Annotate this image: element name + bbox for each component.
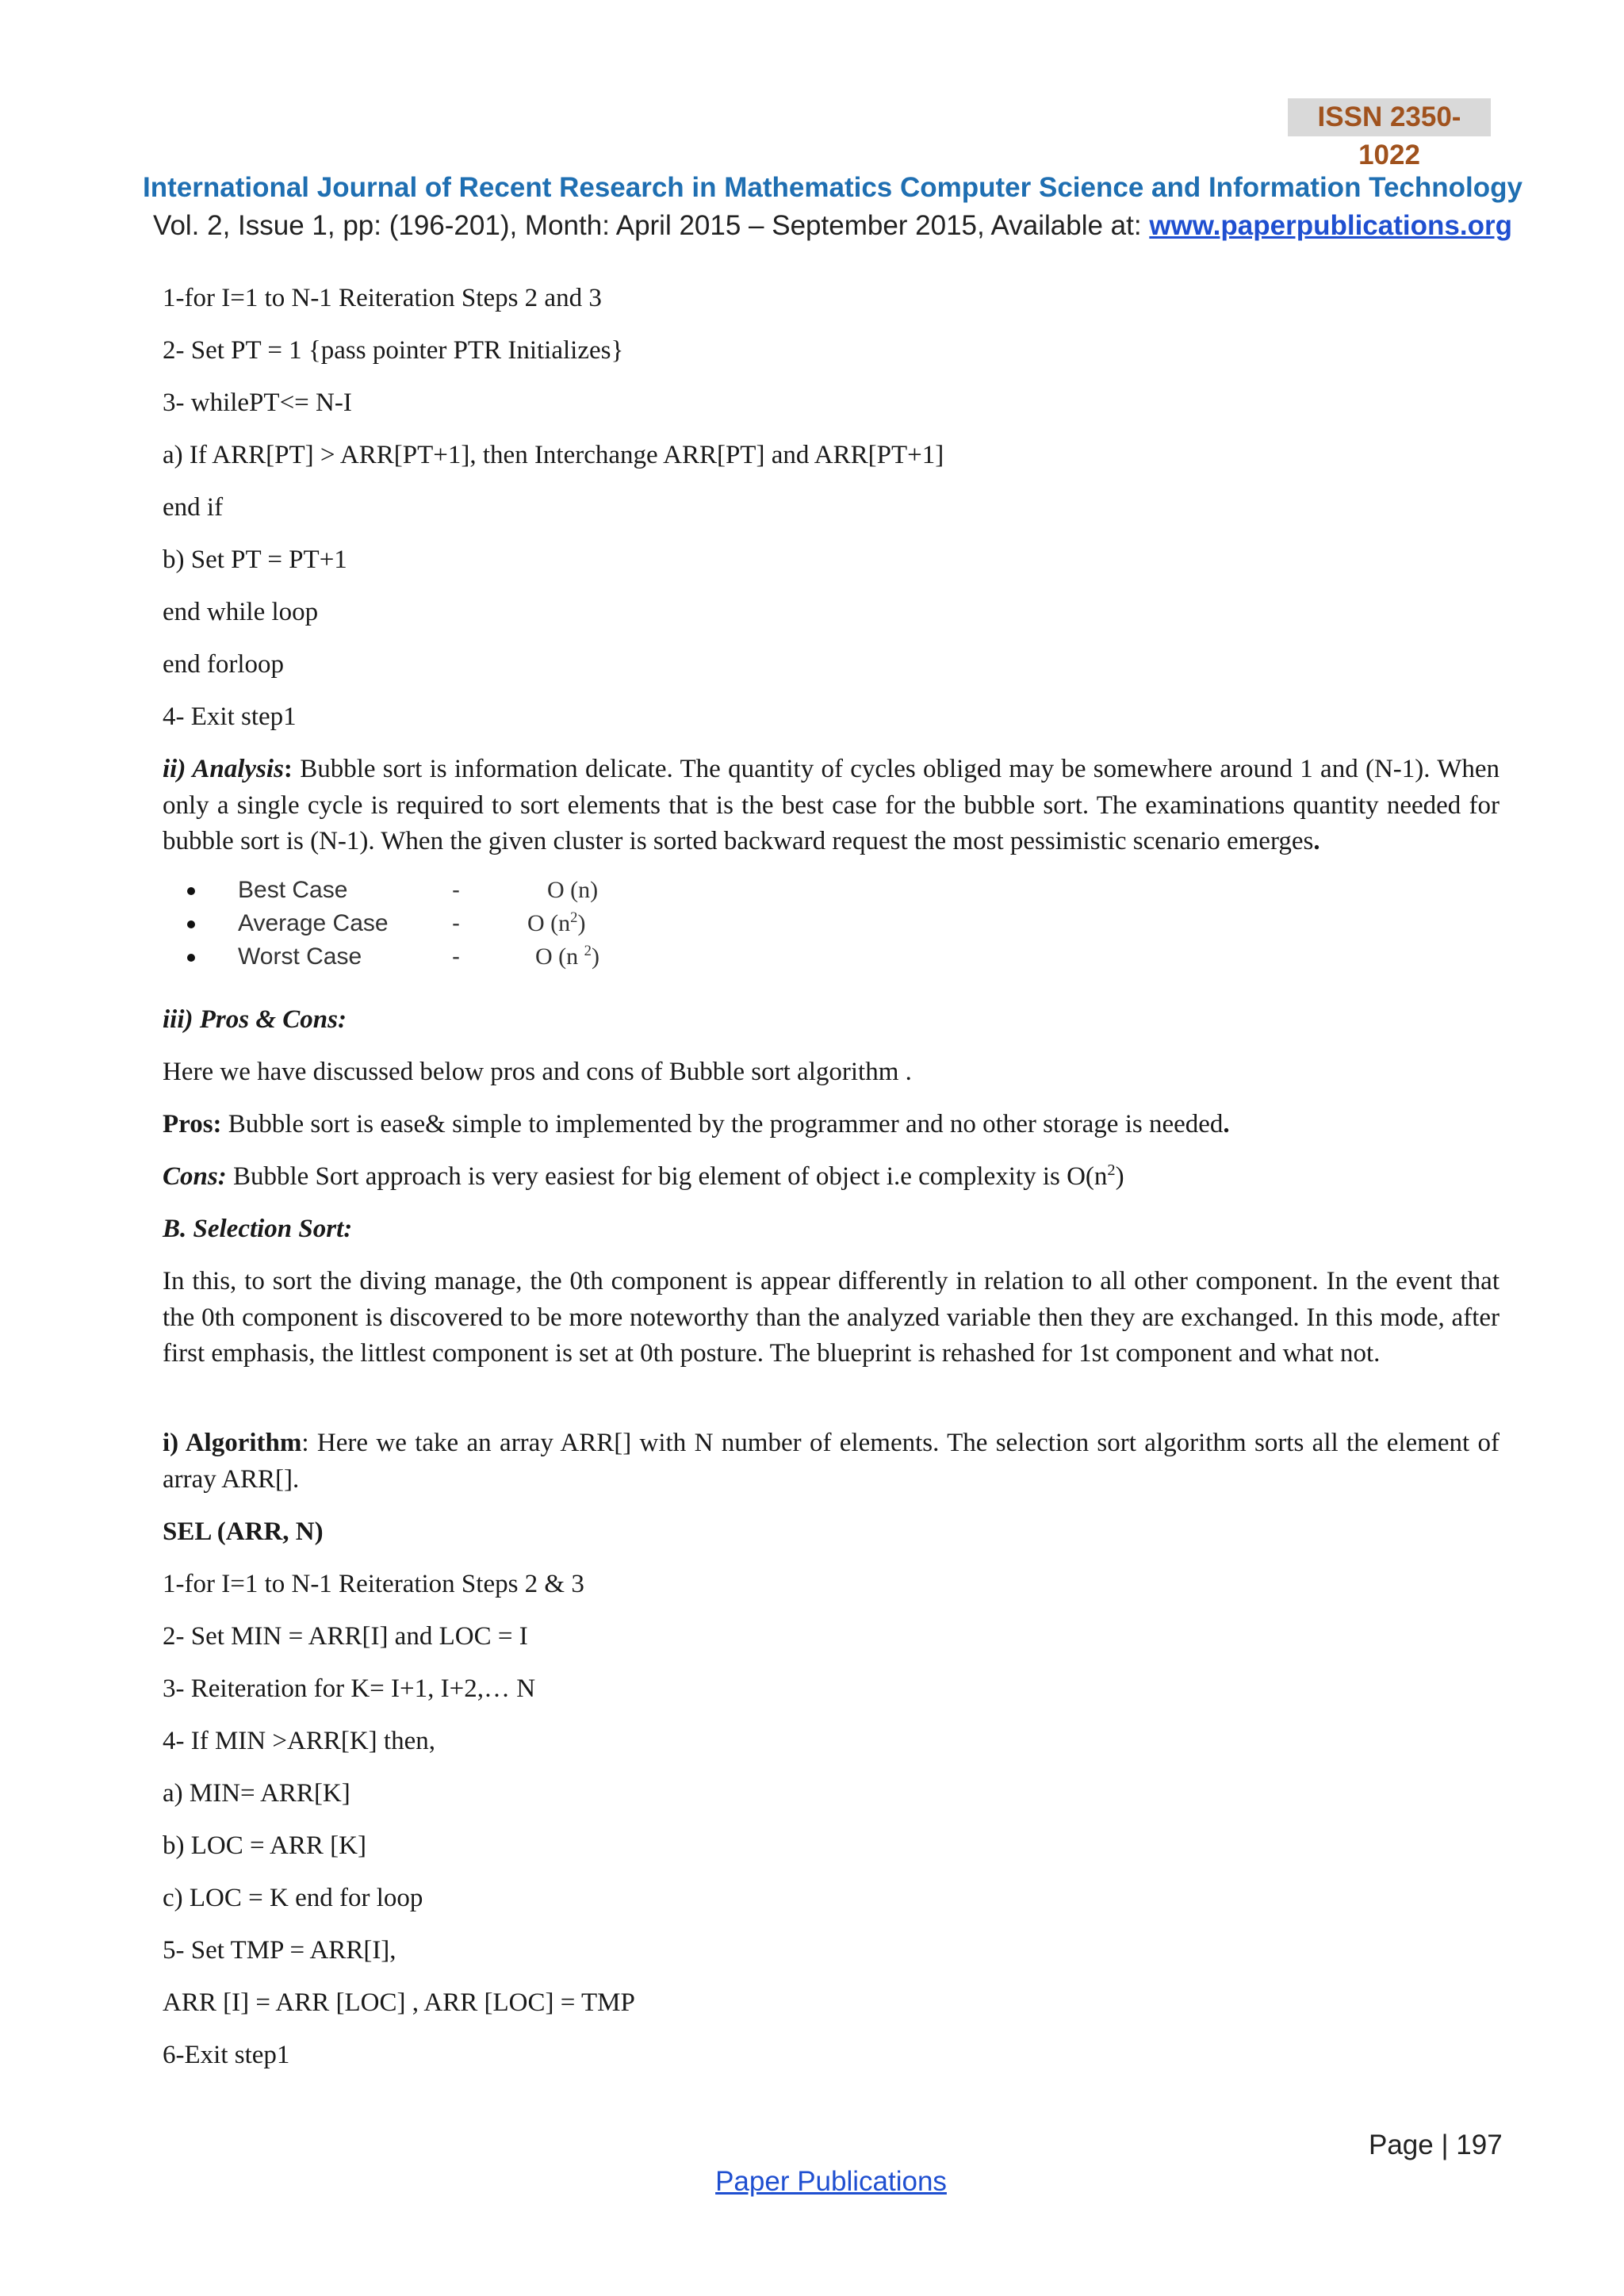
- bullet-icon: [187, 920, 195, 928]
- analysis-label: ii) Analysis: [163, 755, 284, 783]
- algo-line: 3- Reiteration for K= I+1, I+2,… N: [163, 1674, 536, 1703]
- analysis-paragraph: ii) Analysis: Bubble sort is information delicate. The quantity of cycles obliged may be somewhere around 1 and (N-1). When only a single cycle is required to sort elements that is the best case for the bubble sort. The examinations quantity needed for bubble sort is (N-1). When the given cluster is sorted backward request the most pessimistic scenario emerges.: [163, 755, 1500, 855]
- algo-line: 4- Exit step1: [163, 702, 297, 731]
- algo-line: 3- whilePT<= N-I: [163, 388, 352, 417]
- algo-line: 2- Set MIN = ARR[I] and LOC = I: [163, 1622, 528, 1651]
- complexity-list: [182, 874, 658, 974]
- algo-line: 1-for I=1 to N-1 Reiteration Steps 2 and 3: [163, 284, 602, 312]
- algo-line: b) Set PT = PT+1: [163, 545, 347, 574]
- algorithm-label: i) Algorithm: [163, 1429, 302, 1457]
- algo-line: 4- If MIN >ARR[K] then,: [163, 1727, 435, 1755]
- pros-line: Pros: Bubble sort is ease& simple to implemented by the programmer and no other storage is needed.: [163, 1110, 1230, 1138]
- algo-line: 5- Set TMP = ARR[I],: [163, 1936, 396, 1965]
- selection-intro-paragraph: In this, to sort the diving manage, the 0th component is appear differently in relation to all other component. In the event that the 0th component is discovered to be more noteworthy than the analyzed variable then they are exchanged. In this mode, after first emphasis, the littlest component is set at 0th posture. The blueprint is rehashed for 1st component and what not.: [163, 1267, 1500, 1368]
- sel-heading: SEL (ARR, N): [163, 1517, 324, 1546]
- journal-website-link[interactable]: www.paperpublications.org: [1149, 210, 1512, 241]
- list-item: Average Case - O $(n^2)$: [182, 907, 658, 940]
- selection-algorithm-paragraph: i) Algorithm: Here we take an array ARR[] with N number of elements. The selection sort algorithm sorts all the element of array ARR[].: [163, 1429, 1500, 1494]
- journal-title: International Journal of Recent Research in Mathematics Computer Science and Information Technology: [143, 172, 1522, 203]
- page-number: Page | 197: [1369, 2130, 1503, 2160]
- algo-line: a) MIN= ARR[K]: [163, 1779, 350, 1808]
- algo-line: end if: [163, 493, 224, 522]
- algo-line: ARR [I] = ARR [LOC] , ARR [LOC] = TMP: [163, 1988, 635, 2017]
- algo-line: b) LOC = ARR [K]: [163, 1831, 366, 1860]
- publisher-link[interactable]: Paper Publications: [715, 2166, 947, 2197]
- journal-meta-text: Vol. 2, Issue 1, pp: (196-201), Month: April 2015 – September 2015, Available at:: [153, 210, 1150, 241]
- pros-cons-intro: Here we have discussed below pros and cons of Bubble sort algorithm .: [163, 1058, 912, 1086]
- algo-line: end forloop: [163, 650, 285, 679]
- algo-line: c) LOC = K end for loop: [163, 1884, 423, 1912]
- selection-sort-heading: B. Selection Sort:: [163, 1215, 353, 1243]
- algo-line: 2- Set PT = 1 {pass pointer PTR Initializes}: [163, 336, 624, 365]
- journal-meta: [0, 208, 1624, 244]
- pros-cons-heading: iii) Pros & Cons:: [163, 1005, 347, 1034]
- algo-line: a) If ARR[PT] > ARR[PT+1], then Interchange ARR[PT] and ARR[PT+1]: [163, 441, 944, 469]
- bullet-icon: [187, 954, 195, 962]
- algo-line: end while loop: [163, 598, 319, 626]
- issn-badge: ISSN 2350-1022: [1288, 98, 1491, 136]
- list-item: Worst Case - O (n $^2$): [182, 940, 658, 974]
- bullet-icon: [187, 887, 195, 895]
- algo-line: 1-for I=1 to N-1 Reiteration Steps 2 & 3: [163, 1570, 584, 1598]
- algo-line: 6-Exit step1: [163, 2041, 290, 2069]
- cons-line: Cons: Bubble Sort approach is very easiest for big element of object i.e complexity is $O(n^2)$: [163, 1161, 1124, 1191]
- list-item: Best Case - O (n): [182, 874, 658, 907]
